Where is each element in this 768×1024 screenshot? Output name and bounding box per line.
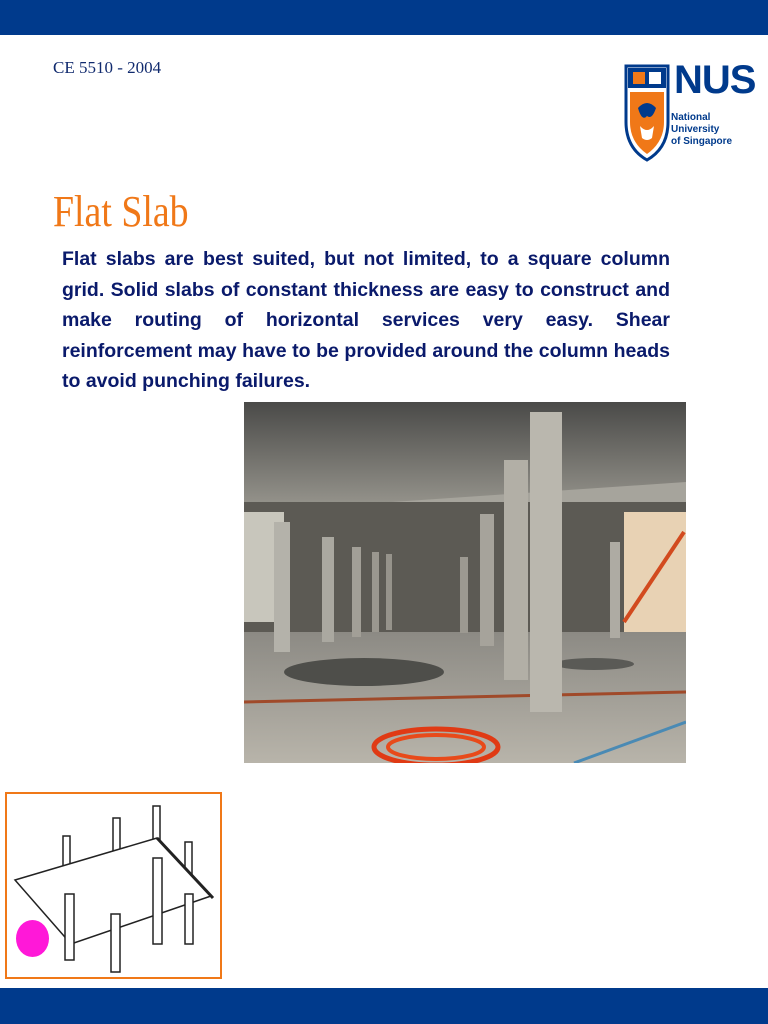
bottom-band <box>0 988 768 1024</box>
logo-subtitle-line1: National University <box>671 112 720 135</box>
logo-subtitle <box>671 112 754 148</box>
nus-crest-icon <box>624 64 670 162</box>
course-code: CE 5510 - 2004 <box>53 58 162 77</box>
slide-title: Flat Slab <box>53 187 189 236</box>
flat-slab-photo <box>244 402 686 763</box>
nus-logo <box>624 60 754 160</box>
pink-marker-dot <box>16 920 49 957</box>
logo-wordmark: NUS <box>674 58 756 102</box>
top-band <box>0 0 768 35</box>
logo-subtitle-line2: of Singapore <box>671 136 733 147</box>
slide-body-text: Flat slabs are best suited, but not limited, to a square column grid. Solid slabs of constant thickness are easy to construct and make routing of horizontal services very easy. Shear reinforcement may have to be provided around the column heads to avoid punching failures. <box>62 248 670 392</box>
